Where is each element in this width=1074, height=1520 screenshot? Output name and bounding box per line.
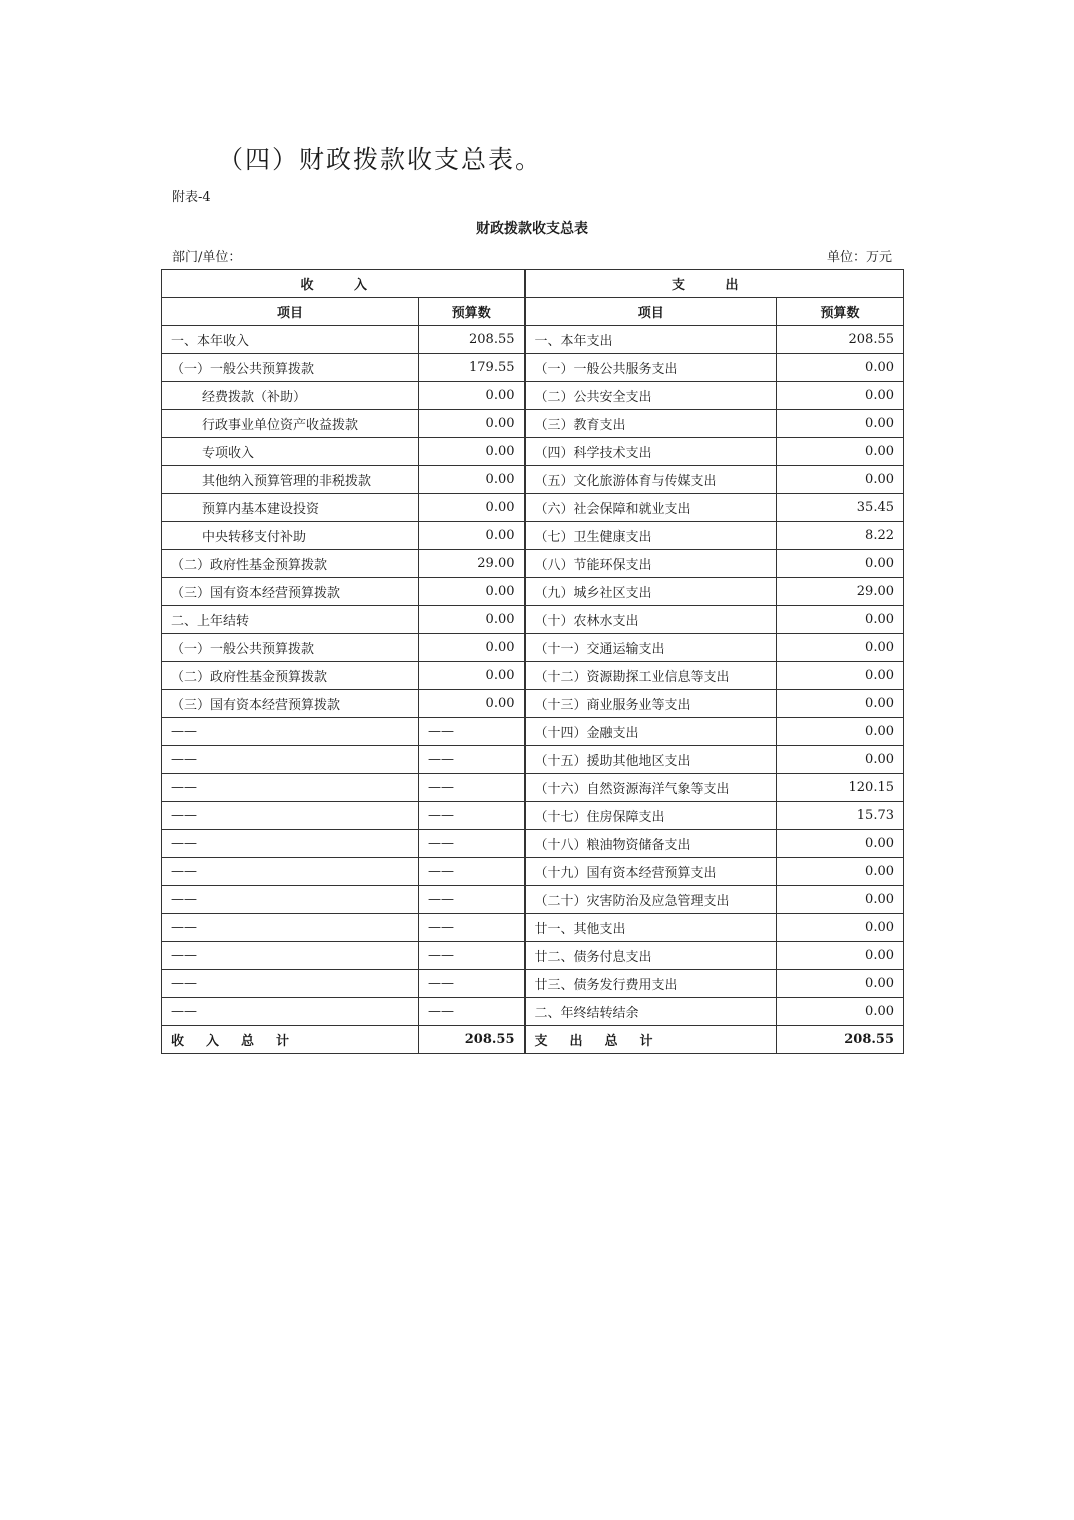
expense-amount-cell: 0.00	[777, 998, 904, 1026]
expense-amount-cell: 0.00	[777, 606, 904, 634]
income-amount-cell: ——	[419, 802, 525, 830]
expense-item-cell: （十八）粮油物资储备支出	[525, 830, 777, 858]
income-amount-cell: 0.00	[419, 634, 525, 662]
expense-item-cell: （十）农林水支出	[525, 606, 777, 634]
income-item-cell: ——	[162, 718, 419, 746]
expense-amount-cell: 0.00	[777, 662, 904, 690]
expense-item-cell: （七）卫生健康支出	[525, 522, 777, 550]
table-row	[162, 466, 904, 494]
income-amount-cell: 179.55	[419, 354, 525, 382]
expense-item-cell: （十一）交通运输支出	[525, 634, 777, 662]
expense-item-cell: （十六）自然资源海洋气象等支出	[525, 774, 777, 802]
income-item-cell: ——	[162, 942, 419, 970]
table-row	[162, 718, 904, 746]
expense-amount-cell: 0.00	[777, 970, 904, 998]
income-item-header: 项目	[162, 298, 419, 326]
table-row	[162, 522, 904, 550]
expense-budget-header: 预算数	[777, 298, 904, 326]
expense-item-header: 项目	[525, 298, 777, 326]
table-row	[162, 858, 904, 886]
income-amount-cell: ——	[419, 942, 525, 970]
income-item-cell: （二）政府性基金预算拨款	[162, 550, 419, 578]
expense-item-cell: 廿三、债务发行费用支出	[525, 970, 777, 998]
table-row	[162, 354, 904, 382]
income-amount-cell: 208.55	[419, 326, 525, 354]
expense-amount-cell: 0.00	[777, 942, 904, 970]
table-row	[162, 942, 904, 970]
expense-total-label: 支出总计	[525, 1026, 777, 1054]
income-total-amount: 208.55	[419, 1026, 525, 1054]
expense-item-cell: （三）教育支出	[525, 410, 777, 438]
income-amount-cell: ——	[419, 830, 525, 858]
expense-amount-cell: 0.00	[777, 438, 904, 466]
expense-item-cell: （十七）住房保障支出	[525, 802, 777, 830]
expense-item-cell: （一）一般公共服务支出	[525, 354, 777, 382]
expense-amount-cell: 208.55	[777, 326, 904, 354]
table-row	[162, 886, 904, 914]
expense-amount-cell: 0.00	[777, 354, 904, 382]
income-item-cell: （一）一般公共预算拨款	[162, 634, 419, 662]
income-item-cell: ——	[162, 830, 419, 858]
table-row	[162, 550, 904, 578]
income-amount-cell: 0.00	[419, 438, 525, 466]
income-item-cell: 一、本年收入	[162, 326, 419, 354]
table-row	[162, 326, 904, 354]
income-item-cell: 行政事业单位资产收益拨款	[162, 410, 419, 438]
expense-item-cell: （十五）援助其他地区支出	[525, 746, 777, 774]
expense-item-cell: （六）社会保障和就业支出	[525, 494, 777, 522]
income-total-label: 收入总计	[162, 1026, 419, 1054]
expense-amount-cell: 120.15	[777, 774, 904, 802]
income-amount-cell: ——	[419, 998, 525, 1026]
expense-amount-cell: 0.00	[777, 382, 904, 410]
income-item-cell: ——	[162, 802, 419, 830]
income-item-cell: ——	[162, 998, 419, 1026]
income-amount-cell: 0.00	[419, 494, 525, 522]
unit-label: 单位：万元	[826, 250, 892, 265]
income-amount-cell: 0.00	[419, 662, 525, 690]
expense-amount-cell: 15.73	[777, 802, 904, 830]
budget-summary-table	[161, 269, 904, 1054]
table-title: 财政拨款收支总表	[476, 221, 588, 237]
expense-amount-cell: 0.00	[777, 746, 904, 774]
expense-total-amount: 208.55	[777, 1026, 904, 1054]
expense-item-cell: 廿一、其他支出	[525, 914, 777, 942]
table-row	[162, 578, 904, 606]
table-row	[162, 494, 904, 522]
table-row	[162, 830, 904, 858]
table-row	[162, 410, 904, 438]
table-row	[162, 746, 904, 774]
income-item-cell: （三）国有资本经营预算拨款	[162, 690, 419, 718]
income-amount-cell: 0.00	[419, 578, 525, 606]
income-amount-cell: 0.00	[419, 382, 525, 410]
expense-item-cell: （二）公共安全支出	[525, 382, 777, 410]
expense-amount-cell: 0.00	[777, 634, 904, 662]
attachment-label: 附表-4	[172, 190, 211, 205]
income-item-cell: ——	[162, 858, 419, 886]
income-amount-cell: 29.00	[419, 550, 525, 578]
table-row	[162, 690, 904, 718]
income-item-cell: ——	[162, 886, 419, 914]
expense-amount-cell: 0.00	[777, 410, 904, 438]
expense-item-cell: （九）城乡社区支出	[525, 578, 777, 606]
expense-amount-cell: 0.00	[777, 466, 904, 494]
table-row	[162, 914, 904, 942]
income-item-cell: 专项收入	[162, 438, 419, 466]
table-row	[162, 970, 904, 998]
income-item-cell: 预算内基本建设投资	[162, 494, 419, 522]
income-item-cell: （二）政府性基金预算拨款	[162, 662, 419, 690]
table-row	[162, 998, 904, 1026]
expense-item-cell: （十九）国有资本经营预算支出	[525, 858, 777, 886]
table-row	[162, 382, 904, 410]
income-item-cell: 其他纳入预算管理的非税拨款	[162, 466, 419, 494]
table-row	[162, 606, 904, 634]
expense-item-cell: （四）科学技术支出	[525, 438, 777, 466]
expense-group-header: 支 出	[525, 270, 904, 298]
income-amount-cell: ——	[419, 858, 525, 886]
income-item-cell: 二、上年结转	[162, 606, 419, 634]
table-body	[162, 270, 904, 1054]
expense-item-cell: 廿二、债务付息支出	[525, 942, 777, 970]
income-amount-cell: 0.00	[419, 522, 525, 550]
department-label: 部门/单位：	[172, 250, 242, 265]
expense-amount-cell: 0.00	[777, 718, 904, 746]
table-row	[162, 802, 904, 830]
income-amount-cell: ——	[419, 718, 525, 746]
table-row	[162, 438, 904, 466]
expense-amount-cell: 35.45	[777, 494, 904, 522]
income-budget-header: 预算数	[419, 298, 525, 326]
column-header-row	[162, 298, 904, 326]
expense-item-cell: （五）文化旅游体育与传媒支出	[525, 466, 777, 494]
income-amount-cell: ——	[419, 914, 525, 942]
table-row	[162, 774, 904, 802]
expense-item-cell: （二十）灾害防治及应急管理支出	[525, 886, 777, 914]
expense-item-cell: （八）节能环保支出	[525, 550, 777, 578]
expense-item-cell: （十四）金融支出	[525, 718, 777, 746]
income-item-cell: （一）一般公共预算拨款	[162, 354, 419, 382]
expense-amount-cell: 0.00	[777, 550, 904, 578]
expense-amount-cell: 0.00	[777, 858, 904, 886]
expense-item-cell: 一、本年支出	[525, 326, 777, 354]
expense-amount-cell: 29.00	[777, 578, 904, 606]
income-item-cell: 经费拨款（补助）	[162, 382, 419, 410]
income-amount-cell: 0.00	[419, 466, 525, 494]
expense-item-cell: （十二）资源勘探工业信息等支出	[525, 662, 777, 690]
expense-amount-cell: 0.00	[777, 886, 904, 914]
income-group-header: 收 入	[162, 270, 525, 298]
income-item-cell: 中央转移支付补助	[162, 522, 419, 550]
income-item-cell: ——	[162, 774, 419, 802]
income-item-cell: ——	[162, 970, 419, 998]
totals-row	[162, 1026, 904, 1054]
income-amount-cell: 0.00	[419, 606, 525, 634]
expense-amount-cell: 0.00	[777, 914, 904, 942]
expense-amount-cell: 0.00	[777, 690, 904, 718]
group-header-row	[162, 270, 904, 298]
income-amount-cell: ——	[419, 970, 525, 998]
expense-amount-cell: 8.22	[777, 522, 904, 550]
expense-amount-cell: 0.00	[777, 830, 904, 858]
expense-item-cell: 二、年终结转结余	[525, 998, 777, 1026]
income-amount-cell: 0.00	[419, 410, 525, 438]
table-row	[162, 662, 904, 690]
page-heading: （四）财政拨款收支总表。	[218, 145, 543, 174]
income-amount-cell: ——	[419, 774, 525, 802]
income-item-cell: ——	[162, 746, 419, 774]
income-amount-cell: ——	[419, 886, 525, 914]
income-amount-cell: ——	[419, 746, 525, 774]
income-item-cell: （三）国有资本经营预算拨款	[162, 578, 419, 606]
income-amount-cell: 0.00	[419, 690, 525, 718]
income-item-cell: ——	[162, 914, 419, 942]
table-row	[162, 634, 904, 662]
expense-item-cell: （十三）商业服务业等支出	[525, 690, 777, 718]
